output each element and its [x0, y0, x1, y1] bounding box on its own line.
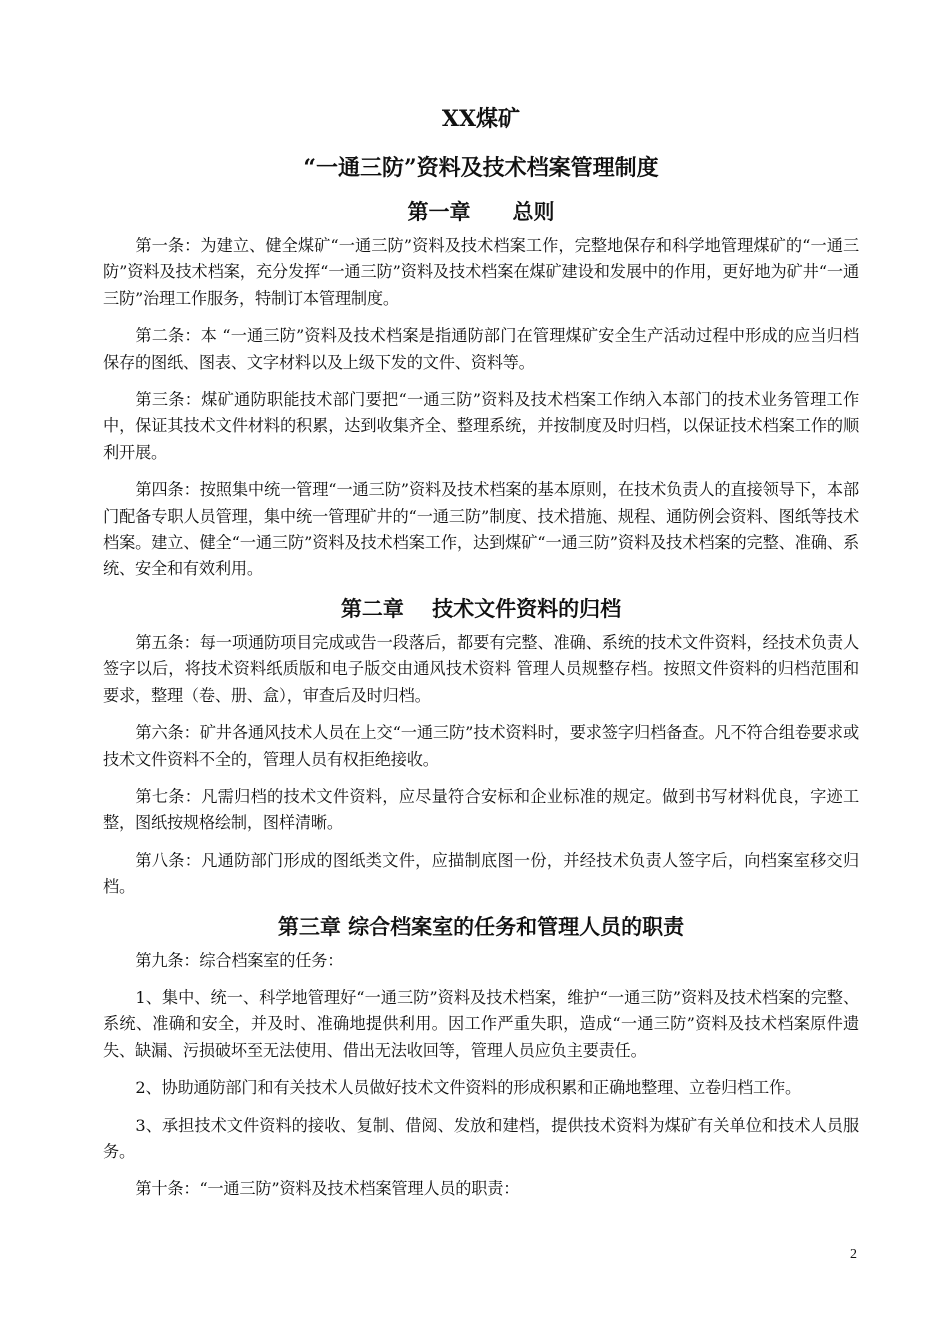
article-9-item-1: 1、集中、统一、科学地管理好“一通三防”资料及技术档案，维护“一通三防”资料及技术档案的完整、系统、准确和安全，并及时、准确地提供利用。因工作严重失职，造成“一通三防”资料及技术档案原件遗失、缺漏、污损破坏至无法使用、借出无法收回等，管理人员应负主要责任。 — [103, 987, 859, 1060]
document-title-company: XX煤矿 — [441, 106, 521, 132]
article-3: 第三条：煤矿通防职能技术部门要把“一通三防”资料及技术档案工作纳入本部门的技术业务管理工作中，保证其技术文件材料的积累，达到收集齐全、整理系统，并按制度及时归档，以保证技术档案工作的顺利开展。 — [103, 390, 859, 462]
article-2: 第二条：本 “一通三防”资料及技术档案是指通防部门在管理煤矿安全生产活动过程中形成的应当归档保存的图纸、图表、文字材料以及上级下发的文件、资料等。 — [103, 326, 859, 372]
article-9-item-3: 3、承担技术文件资料的接收、复制、借阅、发放和建档，提供技术资料为煤矿有关单位和技术人员服务。 — [103, 1115, 859, 1161]
article-7: 第七条：凡需归档的技术文件资料，应尽量符合安标和企业标准的规定。做到书写材料优良，字迹工整，图纸按规格绘制，图样清晰。 — [103, 786, 859, 833]
article-9-item-2: 2、协助通防部门和有关技术人员做好技术文件资料的形成积累和正确地整理、立卷归档工作。 — [135, 1078, 801, 1098]
document-page — [103, 104, 859, 1214]
article-1: 第一条：为建立、健全煤矿“一通三防”资料及技术档案工作，完整地保存和科学地管理煤矿的“一通三防”资料及技术档案，充分发挥“一通三防”资料及技术档案在煤矿建设和发展中的作用，更好地为矿井“一通三防”治理工作服务，特制订本管理制度。 — [103, 236, 859, 308]
chapter-2-heading: 第二章 技术文件资料的归档 — [340, 595, 622, 621]
article-8: 第八条：凡通防部门形成的图纸类文件，应描制底图一份，并经技术负责人签字后，向档案室移交归档。 — [103, 850, 859, 897]
page-number: 2 — [850, 1247, 857, 1262]
chapter-1-heading: 第一章 总则 — [407, 199, 555, 224]
article-10: 第十条：“一通三防”资料及技术档案管理人员的职责： — [135, 1179, 520, 1199]
article-4: 第四条：按照集中统一管理“一通三防”资料及技术档案的基本原则，在技术负责人的直接领导下，本部门配备专职人员管理，集中统一管理矿井的“一通三防”制度、技术措施、规程、通防例会资料、图纸等技术档案。建立、健全“一通三防”资料及技术档案工作，达到煤矿“一通三防”资料及技术档案的完整、准确、系统、安全和有效利用。 — [103, 480, 859, 579]
article-9: 第九条：综合档案室的任务： — [135, 950, 344, 970]
chapter-3-heading: 第三章 综合档案室的任务和管理人员的职责 — [277, 913, 685, 939]
article-5: 第五条：每一项通防项目完成或告一段落后，都要有完整、准确、系统的技术文件资料，经技术负责人签字以后，将技术资料纸质版和电子版交由通风技术资料 管理人员规整存档。按照文件资料的归档范围和要求，整理（卷、册、盒），审查后及时归档。 — [103, 632, 859, 705]
article-6: 第六条：矿井各通风技术人员在上交“一通三防”技术资料时，要求签字归档备查。凡不符合组卷要求或技术文件资料不全的，管理人员有权拒绝接收。 — [103, 723, 859, 769]
document-title: “一通三防”资料及技术档案管理制度 — [303, 155, 659, 181]
